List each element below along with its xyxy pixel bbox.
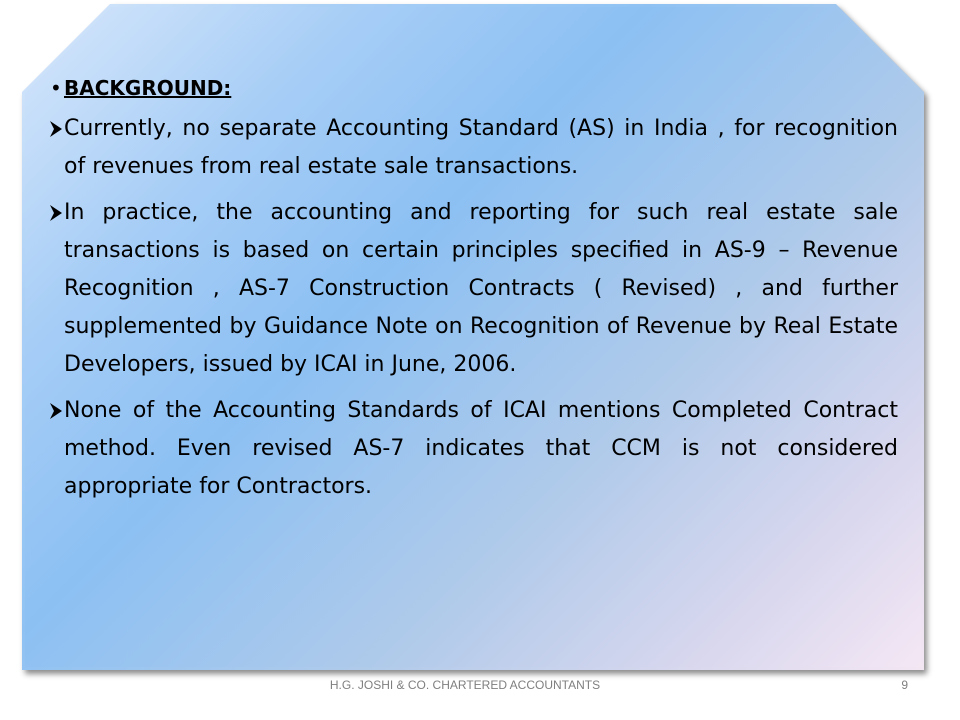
bullet-point-2 [50,194,898,384]
bullet-point-1 [50,110,898,186]
page-number: 9 [901,678,908,692]
section-heading: BACKGROUND: [64,76,232,100]
arrow-bullet-icon [50,205,62,221]
slide-content [50,72,898,514]
bullet-point-text: Currently, no separate Accounting Standard (AS) in India , for recognition of revenues from real estate sale transactions. [64,116,898,179]
arrow-bullet-icon [50,121,62,137]
bullet-point-3 [50,392,898,506]
bullet-point-text: None of the Accounting Standards of ICAI mentions Completed Contract method. Even revised AS-7 indicates that CCM is not considered appropriate for Contractors. [64,398,898,499]
bullet-point-text: In practice, the accounting and reporting for such real estate sale transactions is based on certain principles specified in AS-9 – Revenue Recognition , AS-7 Construction Contracts ( Revised) , and further supplemented by Guidance Note on Recognition of Revenue by Real Estate Developers, issued by ICAI in June, 2006. [64,200,898,377]
footer-firm-name: H.G. JOSHI & CO. CHARTERED ACCOUNTANTS [329,678,601,692]
arrow-bullet-icon [50,403,62,419]
heading-line [50,72,898,104]
bullet-dot-icon: • [50,76,62,100]
slide-footer [0,678,960,698]
